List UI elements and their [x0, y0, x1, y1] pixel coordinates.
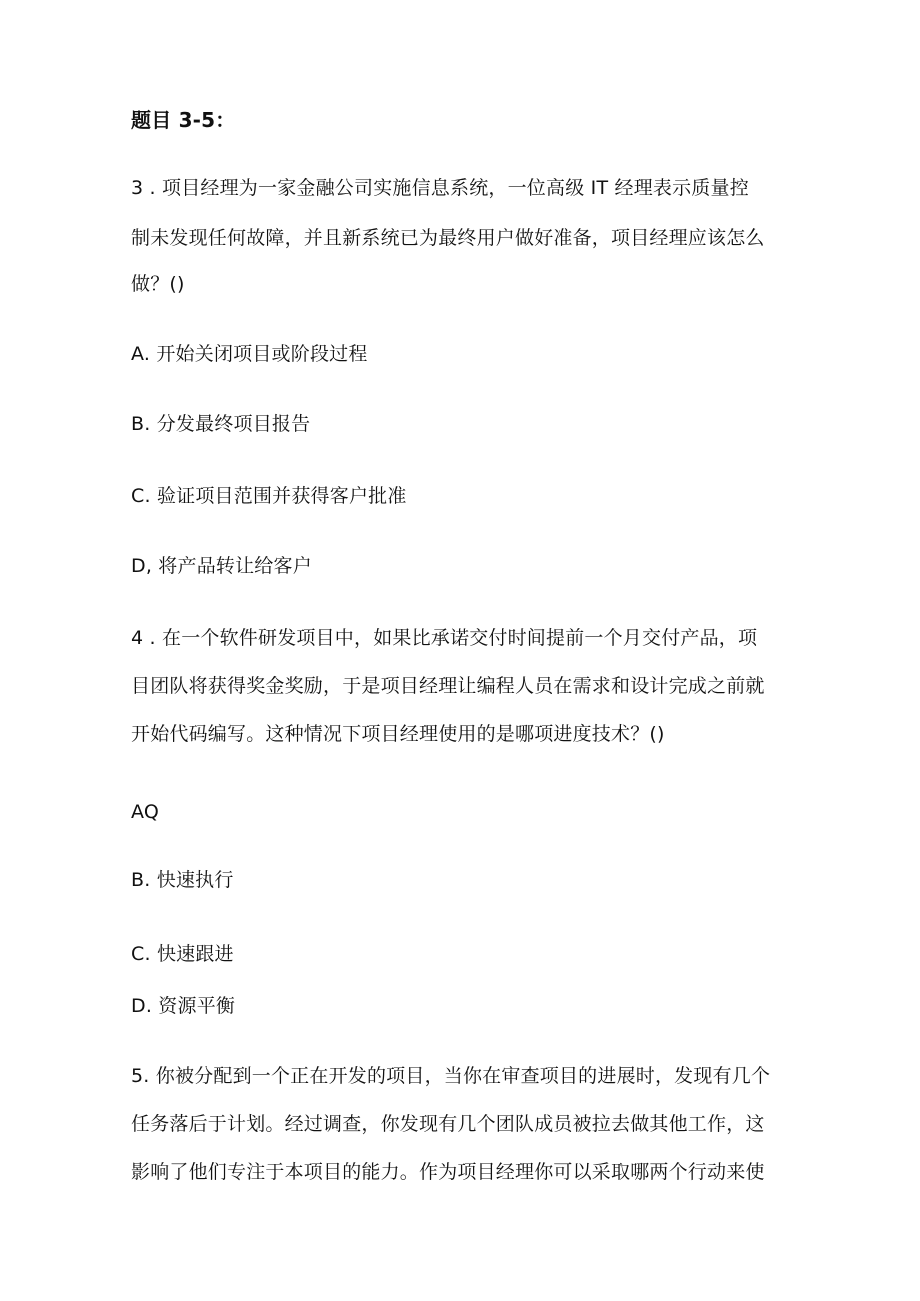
- section-title: 题目 3-5：: [131, 108, 236, 132]
- question-4-option-b: B. 快速执行: [131, 869, 234, 891]
- question-4-line-3: 开始代码编写。这种情况下项目经理使用的是哪项进度技术？(): [131, 723, 665, 745]
- question-4-line-2: 目团队将获得奖金奖励，于是项目经理让编程人员在需求和设计完成之前就: [131, 675, 765, 697]
- question-4-option-a: AQ: [131, 801, 160, 823]
- question-3-option-b: B. 分发最终项目报告: [131, 413, 311, 435]
- question-4-option-c: C. 快速跟进: [131, 943, 234, 965]
- question-5-line-3: 影响了他们专注于本项目的能力。作为项目经理你可以采取哪两个行动来使: [131, 1161, 765, 1183]
- question-5-line-1: 5. 你被分配到一个正在开发的项目，当你在审查项目的进展时，发现有几个: [131, 1065, 771, 1087]
- question-3-line-2: 制未发现任何故障，并且新系统已为最终用户做好准备，项目经理应该怎么: [131, 227, 765, 249]
- question-4-option-d: D. 资源平衡: [131, 995, 236, 1017]
- question-3-option-d: D, 将产品转让给客户: [131, 555, 312, 577]
- question-4-line-1: 4 . 在一个软件研发项目中，如果比承诺交付时间提前一个月交付产品，项: [131, 627, 758, 649]
- question-3-option-a: A. 开始关闭项目或阶段过程: [131, 343, 368, 365]
- question-3-line-1: 3 . 项目经理为一家金融公司实施信息系统，一位高级 IT 经理表示质量控: [131, 177, 749, 199]
- question-5-line-2: 任务落后于计划。经过调查，你发现有几个团队成员被拉去做其他工作，这: [131, 1113, 765, 1135]
- question-3-option-c: C. 验证项目范围并获得客户批准: [131, 485, 407, 507]
- question-3-line-3: 做？(): [131, 273, 185, 295]
